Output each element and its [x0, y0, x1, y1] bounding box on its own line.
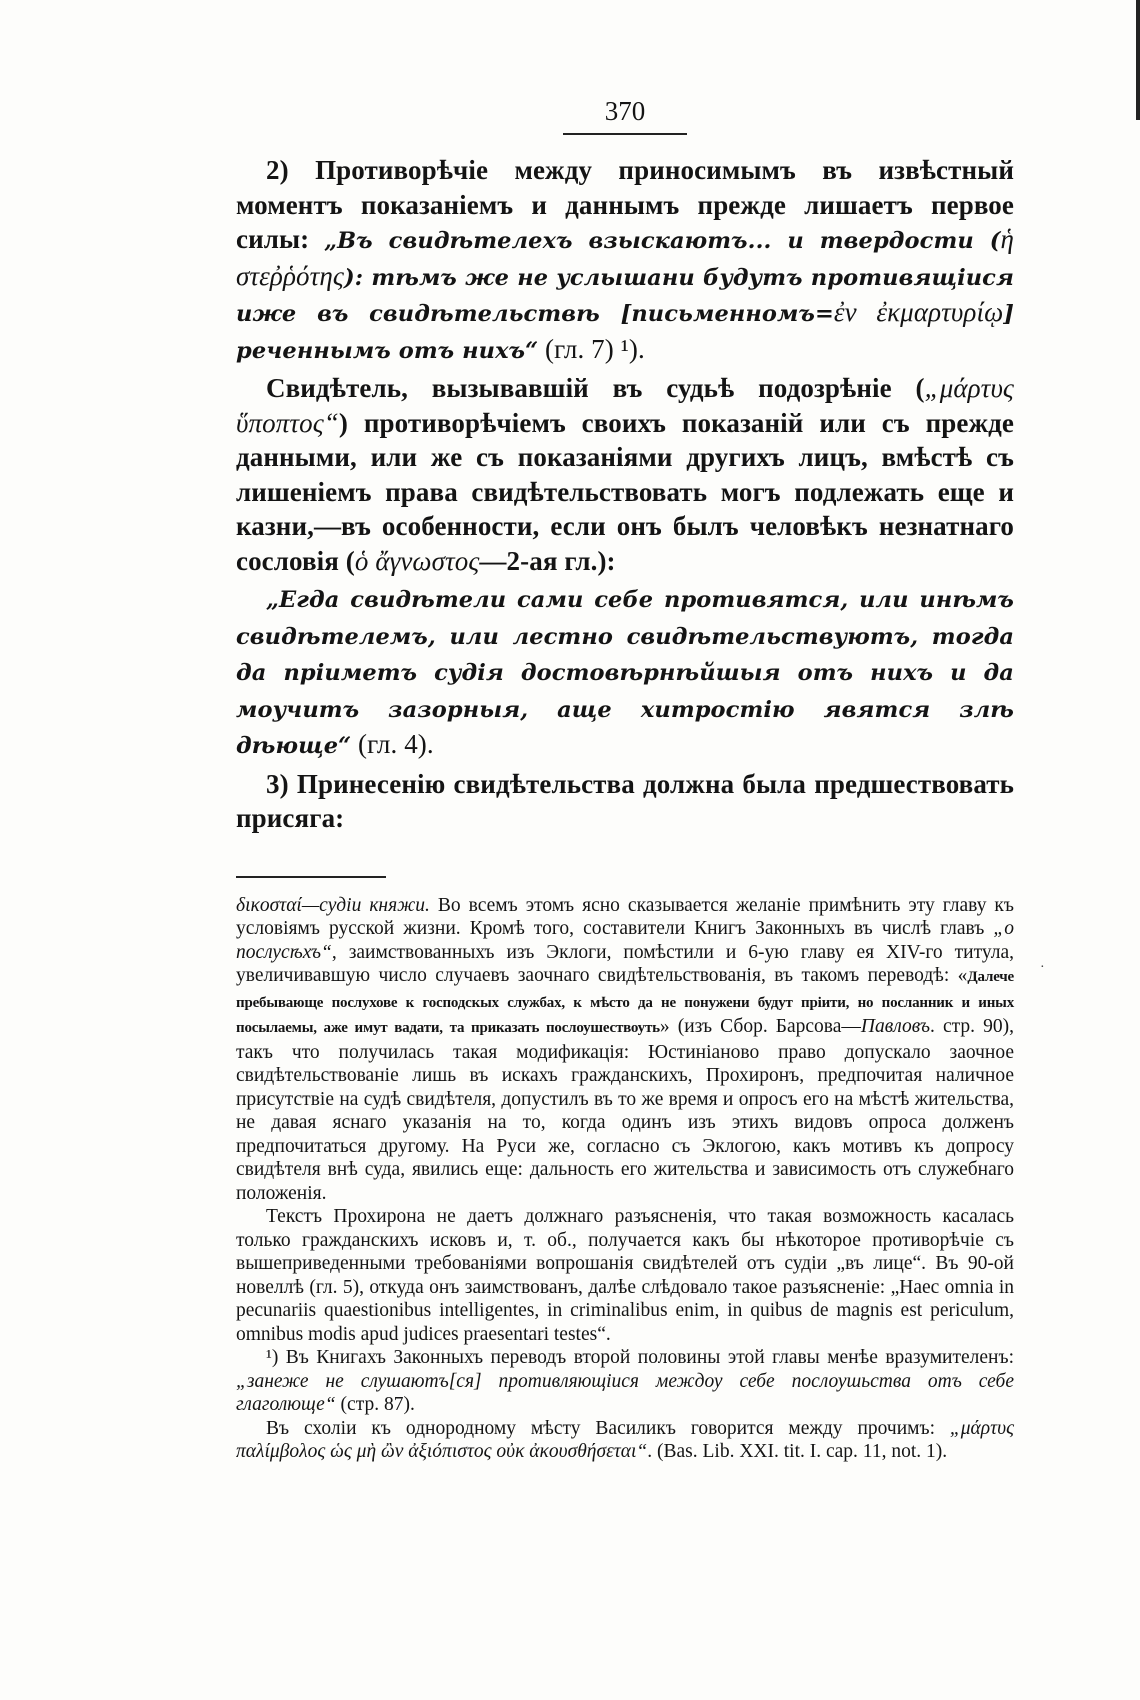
footnote-1 — [236, 1346, 1014, 1417]
book-page — [236, 96, 1014, 1464]
paragraph-2 — [236, 371, 1014, 578]
footnote-1-ref: (стр. 87). — [335, 1394, 415, 1415]
footnote-1-text-a: Во всемъ этомъ ясно сказывается желаніе примѣнить эту главу къ условіямъ русской жизни. Кромѣ того, составители Книгъ Законныхъ въ числѣ главъ — [236, 894, 1014, 939]
paragraph-1-text: 2) Противорѣчіе между приносимымъ въ извѣстный моментъ показаніемъ и даннымъ прежде лишаетъ первое силы: — [236, 155, 1014, 254]
footnote-1-quote: „занеже не слушаютъ[ся] противляющіися междоу себе послоушьства отъ себе глаголюще“ — [236, 1370, 1014, 1415]
footnote-4-text-b: . (Bas. Lib. XXI. tit. I. cap. 11, not. 1). — [647, 1441, 948, 1462]
page-number: 370 — [604, 96, 646, 126]
paragraph-1-quote: „Въ свидѣтелехъ взыскаютъ... и твердости ( — [324, 228, 1001, 254]
paragraph-3 — [236, 581, 1014, 764]
footnote-paragraph-2: Текстъ Прохирона не даетъ должнаго разъясненія, что такая возможность касалась только гражданскихъ исковъ и, т. об., получается какъ бы нѣкоторое противорѣчіе съ вышеприведенными требованіями вопрошанія свидѣтелей отъ судіи „въ лице“. Въ 90-ой новеллѣ (гл. 5), откуда онъ заимствованъ, далѣе слѣдовало такое разъясненіе: „Haec omnia in pecunariis quaestionibus intelligentes, in criminalibus enim, in quibus de magnis est periculum, omnibus modis apud judices praesentari testes“. — [236, 1206, 1014, 1345]
paragraph-1-ref: (гл. 7) ¹). — [544, 333, 645, 364]
greek-term-stereotes: ἡ στεῤῥότης — [236, 224, 1014, 291]
footnote-1-text-c: » (изъ Сбор. Барсова— — [659, 1016, 861, 1037]
paragraph-1-quote-cont: ): тѣмъ же не услышани будутъ противящіися иже въ свидѣтельствѣ [письменномъ= — [236, 264, 1014, 327]
paragraph-1 — [236, 153, 1014, 368]
footnote-4-greek: „μάρτυς παλίμβολος ὡς μὴ ὢν ἀξιόπιστος οὐκ ἀκουσθήσεται“ — [236, 1417, 1014, 1462]
footnote-1-author: Павловъ — [860, 1016, 931, 1037]
footnote-4-text-a: Въ схоліи къ однородному мѣсту Василикъ говорится между прочимъ: — [266, 1417, 950, 1439]
footnote-rule — [236, 876, 386, 878]
footnote-1-term-2: „о послусѣхъ“ — [236, 918, 1014, 963]
paragraph-3-ref: (гл. 4). — [351, 729, 434, 759]
paragraph-3-quote: „Егда свидѣтели сами себе противятся, или инѣмъ свидѣтелемъ, или лестно свидѣтельствуютъ, тогда да пріиметъ судія достовѣрнѣйшыя отъ нихъ и да моучитъ зазорныя, аще хитростію явятся злѣ дѣюще“ — [236, 587, 1014, 759]
stray-scan-mark: · — [1040, 960, 1045, 975]
greek-term-martys-hypoptos: „μάρτυς ὕποπτος“ — [236, 373, 1014, 438]
scan-edge-mark — [1136, 0, 1140, 120]
greek-term-agnostos: ὁ ἄγνωστος — [354, 545, 480, 576]
footnote-1-text-d: . стр. 90), такъ что получилась такая модификація: Юстиніаново право допускало заочное свидѣтельствованіе лишь въ искахъ гражданскихъ, Прохиронъ, предпочитая наличное присутствіе на судѣ свидѣтеля, допустилъ въ то же время и опросъ его на мѣстѣ жительства, не давая яснаго указанія на то, когда одинъ изъ этихъ видовъ опроса долженъ предпочитаться другому. На Руси же, согласно съ Эклогою, какъ мотивъ къ допросу свидѣтеля внѣ суда, явились еще: дальность его жительства и зависимость отъ служебнаго положенія. — [236, 1016, 1014, 1204]
paragraph-1-quote-end: ] реченнымъ отъ нихъ“ — [236, 301, 1014, 364]
paragraph-4: 3) Принесенію свидѣтельства должна была предшествовать присяга: — [236, 768, 1014, 833]
footnote-1-marker-text: ¹) Въ Книгахъ Законныхъ переводъ второй половины этой главы менѣе вразумителенъ: — [266, 1347, 1014, 1368]
page-number-rule — [563, 133, 687, 135]
paragraph-2-text-a: Свидѣтель, вызывавшій въ судьѣ подозрѣніе ( — [266, 373, 925, 403]
footnote-1-text-b: , заимствованныхъ изъ Эклоги, помѣстили и 6-ую главу ея XIV-го титула, увеличивавшую число случаевъ заочнаго свидѣтельствованія, въ такомъ переводѣ: « — [236, 941, 1014, 986]
greek-term-ekmartyrio: ἐν ἐκμαρτυρίῳ — [833, 297, 1004, 327]
footnote-paragraph-4 — [236, 1417, 1014, 1464]
paragraph-2-text-c: —2-ая гл.): — [479, 545, 616, 576]
main-text — [236, 153, 1014, 836]
footnotes — [236, 894, 1014, 1464]
footnote-continuation — [236, 894, 1014, 1206]
footnote-1-term: δικοσταί—судіи княжи. — [236, 894, 430, 916]
paragraph-2-text-b: ) противорѣчіемъ своихъ показаній или съ прежде данными, или же съ показаніями другихъ лицъ, вмѣстѣ съ лишеніемъ права свидѣтельствовать могъ подлежать еще и казни,—въ особенности, если онъ былъ человѣкъ незнатнаго сословія ( — [236, 407, 1014, 576]
footnote-1-old-slavonic: Далече пребывающе послухове к господскых службах, к мѣсто да не понужени будут пріити, но посланник и иных посылаемы, аже имут вадати, та приказать послоушествоуть — [236, 969, 1014, 1036]
